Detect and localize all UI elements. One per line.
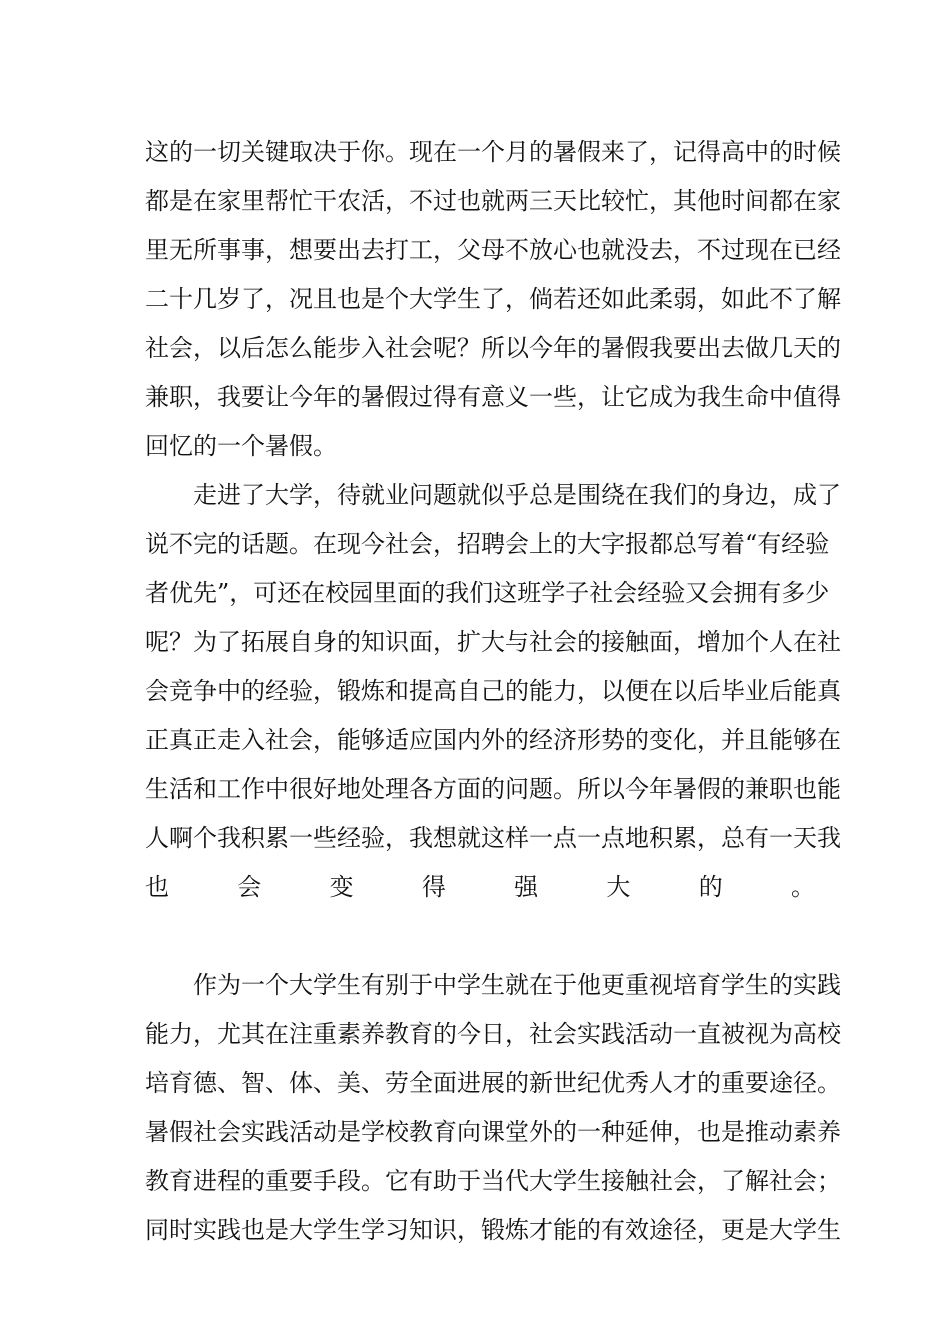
text-line: 作为一个大学生有别于中学生就在于他更重视培育学生的实践 (193, 971, 841, 999)
paragraph-1 (145, 128, 841, 471)
text-line: 生活和工作中很好地处理各方面的问题。所以今年暑假的兼职也能 (145, 775, 841, 803)
text-line (145, 912, 815, 961)
text-line: 兼职，我要让今年的暑假过得有意义一些，让它成为我生命中值得 (145, 383, 841, 411)
text-line: 暑假社会实践活动是学校教育向课堂外的一种延伸，也是推动素养 (145, 1118, 841, 1146)
text-line: 能力，尤其在注重素养教育的今日，社会实践活动一直被视为高校 (145, 1020, 841, 1048)
paragraph-3 (145, 961, 841, 1255)
text-line: 正真正走入社会，能够适应国内外的经济形势的变化，并且能够在 (145, 726, 841, 754)
text-line: 会竞争中的经验，锻炼和提高自己的能力，以便在以后毕业后能真 (145, 677, 841, 705)
text-line: 同时实践也是大学生学习知识，锻炼才能的有效途径，更是大学生 (145, 1216, 841, 1244)
text-line: 回忆的一个暑假。 (145, 432, 337, 460)
text-line: 呢？为了拓展自身的知识面，扩大与社会的接触面，增加个人在社 (145, 628, 841, 656)
paragraph-2 (145, 471, 841, 961)
text-line: 二十几岁了，况且也是个大学生了，倘若还如此柔弱，如此不了解 (145, 285, 841, 313)
text-line: 社会，以后怎么能步入社会呢？所以今年的暑假我要出去做几天的 (145, 334, 841, 362)
text-line: 也会变得强大的。 (145, 873, 815, 901)
text-line: 这的一切关键取决于你。现在一个月的暑假来了，记得高中的时候 (145, 138, 841, 166)
text-line: 都是在家里帮忙干农活，不过也就两三天比较忙，其他时间都在家 (145, 187, 841, 215)
text-line: 教育进程的重要手段。它有助于当代大学生接触社会，了解社会； (145, 1167, 841, 1195)
text-line: 人啊个我积累一些经验，我想就这样一点一点地积累，总有一天我 (145, 824, 841, 852)
text-line: 培育德、智、体、美、劳全面进展的新世纪优秀人才的重要途径。 (145, 1069, 841, 1097)
text-line: 者优先”，可还在校园里面的我们这班学子社会经验又会拥有多少 (145, 579, 830, 607)
body-text (145, 128, 841, 1255)
text-line: 说不完的话题。在现今社会，招聘会上的大字报都总写着“有经验 (145, 530, 830, 558)
text-line: 里无所事事，想要出去打工，父母不放心也就没去，不过现在已经 (145, 236, 841, 264)
text-line: 走进了大学，待就业问题就似乎总是围绕在我们的身边，成了 (193, 481, 841, 509)
